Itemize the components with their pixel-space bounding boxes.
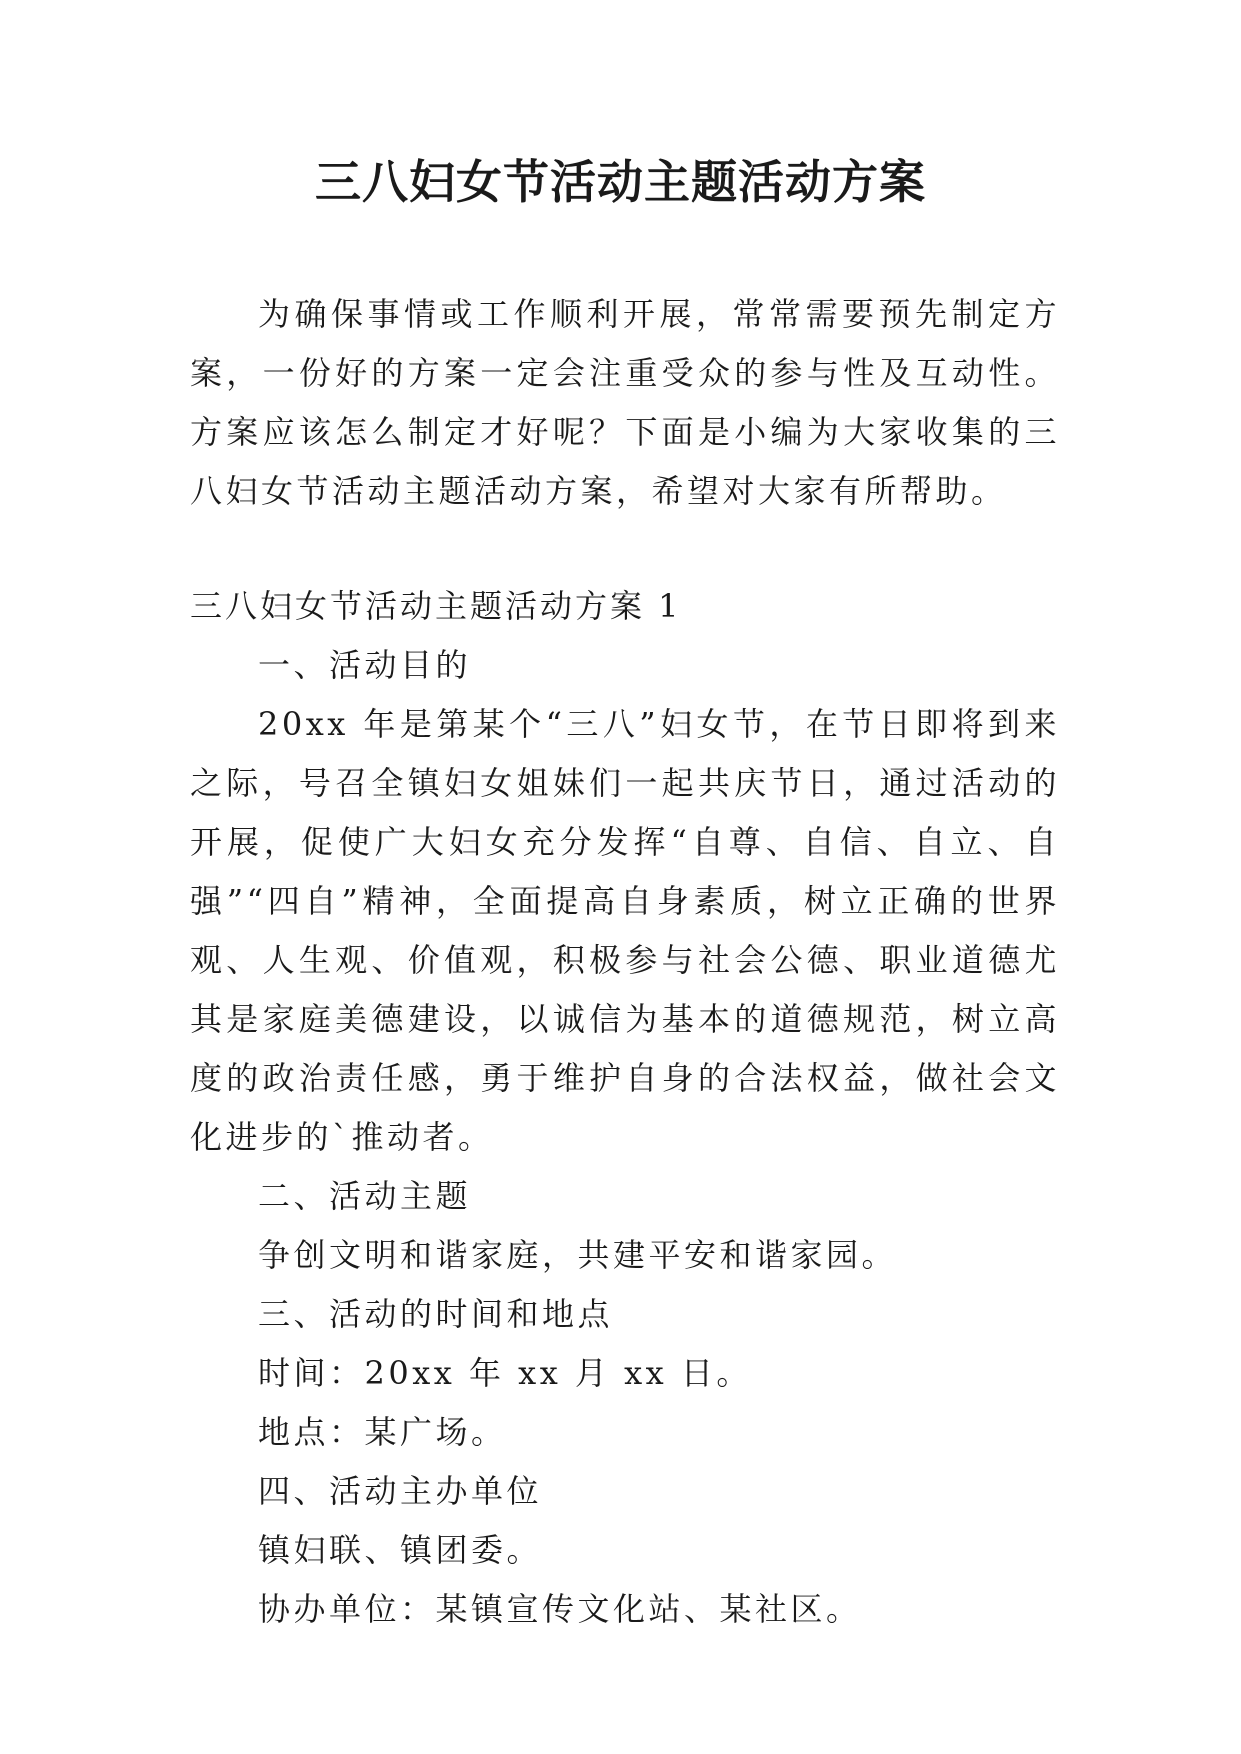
co-organizer-text: 协办单位：某镇宣传文化站、某社区。 (258, 1590, 862, 1628)
section-content (190, 636, 1060, 1639)
heading-time-place: 三、活动的时间和地点 (258, 1295, 614, 1333)
heading-organizer: 四、活动主办单位 (258, 1472, 543, 1510)
purpose-paragraph: 20xx 年是第某个“三八”妇女节，在节日即将到来之际，号召全镇妇女姐妹们一起共庆节日，通过活动的开展，促使广大妇女充分发挥“自尊、自信、自立、自强”“四自”精神，全面提高自身素质，树立正确的世界观、人生观、价值观，积极参与社会公德、职业道德尤其是家庭美德建设，以诚信为基本的道德规范，树立高度的政治责任感，勇于维护自身的合法权益，做社会文化进步的`推动者。 (190, 705, 1060, 1156)
section-heading: 三八妇女节活动主题活动方案 1 (190, 587, 682, 625)
heading-theme: 二、活动主题 (258, 1177, 472, 1215)
time-text: 时间：20xx 年 xx 月 xx 日。 (258, 1354, 752, 1392)
place-text: 地点：某广场。 (258, 1413, 507, 1451)
document-title: 三八妇女节活动主题活动方案 (315, 155, 926, 209)
intro-paragraph: 为确保事情或工作顺利开展，常常需要预先制定方案，一份好的方案一定会注重受众的参与性及互动性。方案应该怎么制定才好呢？下面是小编为大家收集的三八妇女节活动主题活动方案，希望对大家有所帮助。 (190, 295, 1060, 510)
organizer-text: 镇妇联、镇团委。 (258, 1531, 543, 1569)
theme-text: 争创文明和谐家庭，共建平安和谐家园。 (258, 1236, 898, 1274)
heading-purpose: 一、活动目的 (258, 646, 472, 684)
